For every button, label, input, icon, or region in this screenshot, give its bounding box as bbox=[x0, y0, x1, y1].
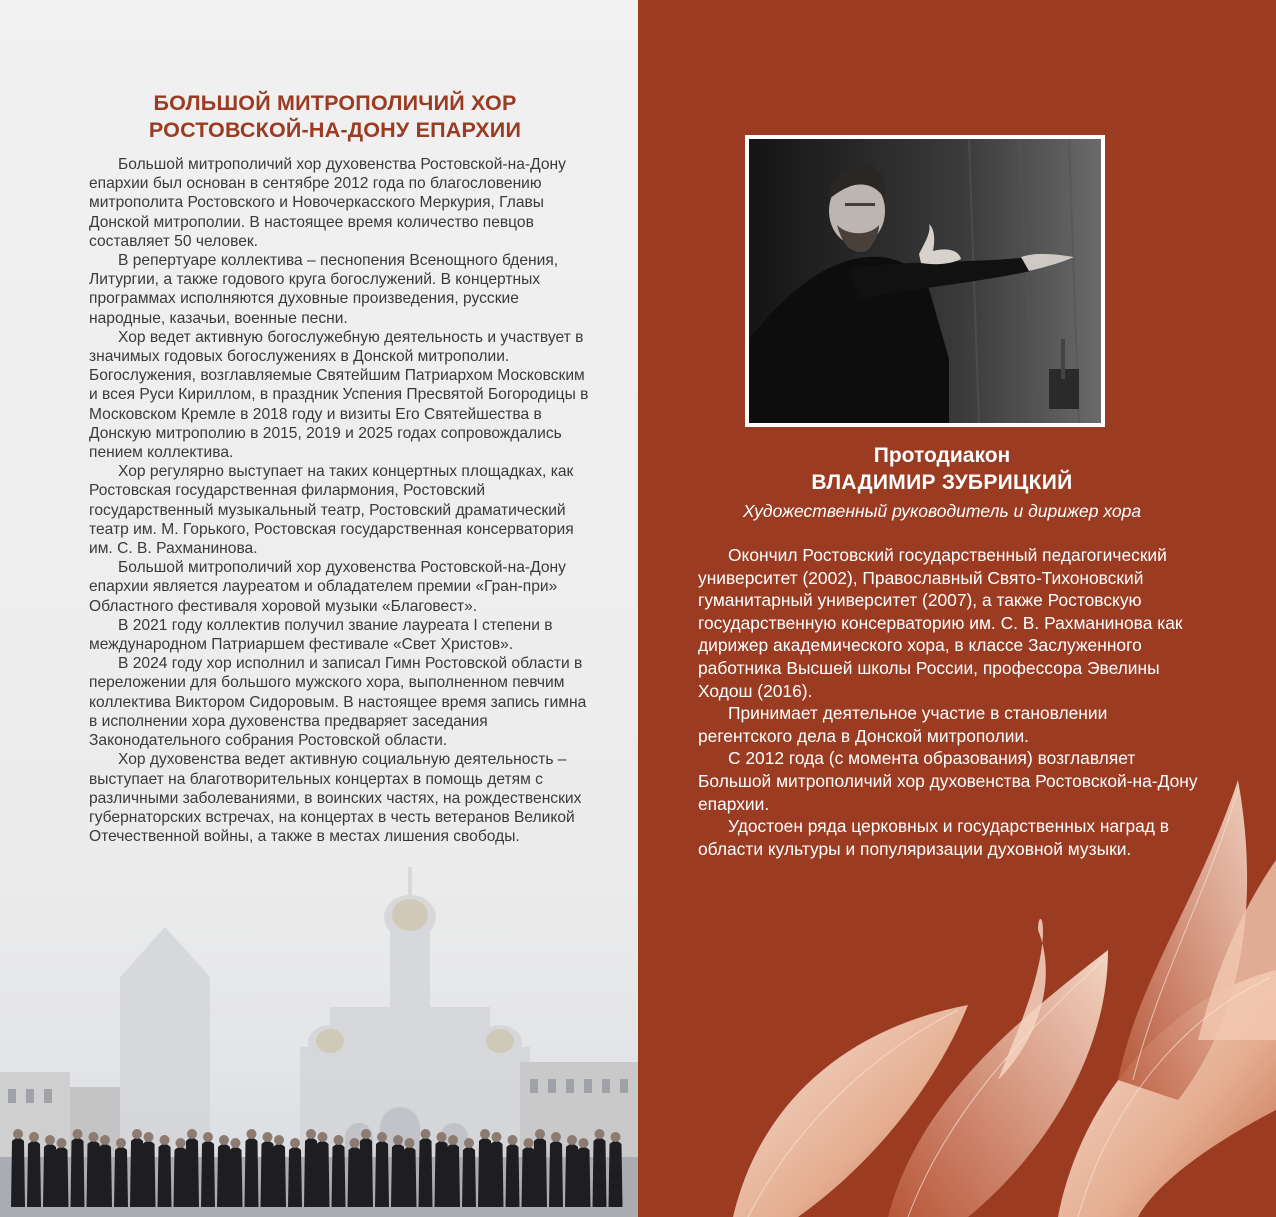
choir-member-head bbox=[421, 1129, 431, 1139]
choir-member-head bbox=[361, 1129, 371, 1139]
history-paragraph: Хор духовенства ведет активную социальную деятельность – выступает на благотворительных концертах в помощь детям с различными заболеваниями, в воинских частях, на рождественских губернаторских встречах, на концертах в честь ветеранов Великой Отечественной войны, а также в местах лишения свободы. bbox=[89, 751, 582, 846]
choir-member-silhouette bbox=[245, 1138, 259, 1207]
biography-paragraph: Окончил Ростовский государственный педагогический университет (2002), Православный Свято-Тихоновский гуманитарный университет (2007), а также Ростовскую государственную консерваторию им. С. В. Рахманинова как дирижер академического хора, в классе Заслуженного работника Высшей школы России, профессора Эвелины Ходош (2016). bbox=[698, 545, 1183, 701]
choir-member-silhouette bbox=[549, 1141, 563, 1207]
choir-member-head bbox=[611, 1132, 621, 1142]
choir-member-silhouette bbox=[577, 1147, 591, 1207]
choir-member-head bbox=[350, 1138, 360, 1148]
choir-member-silhouette bbox=[533, 1138, 547, 1207]
choir-member-silhouette bbox=[272, 1144, 286, 1207]
choir-member-head bbox=[567, 1135, 577, 1145]
choir-member-silhouette bbox=[55, 1147, 69, 1207]
history-paragraph: В 2021 году коллектив получил звание лауреата I степени в международном Патриаршем фестивале «Свет Христов». bbox=[89, 616, 553, 654]
choir-member-silhouette bbox=[419, 1138, 433, 1207]
heading-line-1: БОЛЬШОЙ МИТРОПОЛИЧИЙ ХОР bbox=[153, 91, 517, 115]
choir-member-head bbox=[393, 1135, 403, 1145]
choir-member-silhouette bbox=[332, 1144, 346, 1207]
choir-member-head bbox=[535, 1129, 545, 1139]
biography-paragraph: Удостоен ряда церковных и государственных наград в области культуры и популяризации духовной музыки. bbox=[698, 816, 1170, 859]
choir-member-head bbox=[263, 1132, 273, 1142]
choir-member-head bbox=[448, 1135, 458, 1145]
choir-member-head bbox=[231, 1138, 241, 1148]
right-page bbox=[638, 0, 1276, 1217]
history-paragraph: Хор ведет активную богослужебную деятельность и участвует в значимых годовых богослужениях в Донской митрополии. Богослужения, возглавляемые Святейшим Патриархом Московским и всея Руси Кириллом, в праздник Успения Пресвятой Богородицы в Московском Кремле в 2018 году и визиты Его Святейшества в Донскую митрополию в 2015, 2019 и 2025 годах сопровождались пением коллектива. bbox=[89, 328, 589, 462]
choir-member-head bbox=[187, 1129, 197, 1139]
choir-member-head bbox=[508, 1135, 518, 1145]
choir-member-silhouette bbox=[490, 1141, 504, 1207]
choir-member-head bbox=[595, 1129, 605, 1139]
choir-member-head bbox=[524, 1138, 534, 1148]
choir-cathedral-photo bbox=[0, 857, 638, 1217]
choir-member-silhouette bbox=[158, 1144, 172, 1207]
choir-history-text bbox=[89, 155, 589, 846]
biography-paragraph: С 2012 года (с момента образования) возглавляет Большой митрополичий хор духовенства Ростовской-на-Дону епархии. bbox=[698, 748, 1198, 814]
choir-member-head bbox=[464, 1138, 474, 1148]
history-paragraph: В 2024 году хор исполнил и записал Гимн Ростовской области в переложении для большого мужского хора, выполненном певчим коллектива Виктором Сидоровым. В настоящее время запись гимна в исполнении хора духовенства предваряет заседания Законодательного собрания Ростовской области. bbox=[89, 655, 587, 750]
heading-line-2: РОСТОВСКОЙ-НА-ДОНУ ЕПАРХИИ bbox=[148, 118, 522, 142]
choir-member-silhouette bbox=[288, 1147, 302, 1207]
choir-member-head bbox=[306, 1129, 316, 1139]
choir-member-silhouette bbox=[201, 1141, 215, 1207]
choir-member-silhouette bbox=[462, 1147, 476, 1207]
choir-member-head bbox=[73, 1129, 83, 1139]
choir-member-silhouette bbox=[229, 1147, 243, 1207]
conductor-position: Художественный руководитель и дирижер хора bbox=[742, 501, 1142, 521]
choir-member-silhouette bbox=[11, 1138, 25, 1207]
choir-member-head bbox=[377, 1132, 387, 1142]
choir-member-head bbox=[203, 1132, 213, 1142]
choir-member-head bbox=[160, 1135, 170, 1145]
choir-member-head bbox=[480, 1129, 490, 1139]
choir-member-head bbox=[100, 1135, 110, 1145]
choir-member-silhouette bbox=[446, 1144, 460, 1207]
conductor-name: ВЛАДИМИР ЗУБРИЦКИЙ bbox=[811, 471, 1073, 494]
choir-member-silhouette bbox=[593, 1138, 607, 1207]
conductor-biography bbox=[698, 544, 1198, 860]
choir-member-head bbox=[176, 1138, 186, 1148]
history-paragraph: Большой митрополичий хор духовенства Ростовской-на-Дону епархии был основан в сентябре 2012 года по благословению митрополита Ростовского и Новочеркасского Меркурия, Главы Донской митрополии. В настоящее время количество певцов составляет 50 человек. bbox=[89, 156, 566, 250]
history-paragraph: Хор регулярно выступает на таких концертных площадках, как Ростовская государственная филармония, Ростовский государственный музыкальный театр, Ростовский драматический театр им. М. Горького, Ростовская государственная консерватория им. С. В. Рахманинова. bbox=[89, 463, 574, 558]
choir-member-head bbox=[492, 1132, 502, 1142]
choir-member-silhouette bbox=[609, 1141, 623, 1207]
choir-member-head bbox=[13, 1129, 23, 1139]
choir-member-head bbox=[247, 1129, 257, 1139]
choir-member-head bbox=[405, 1138, 415, 1148]
history-paragraph: Большой митрополичий хор духовенства Ростовской-на-Дону епархии является лауреатом и обладателем премии «Гран-при» Областного фестиваля хоровой музыки «Благовест». bbox=[89, 559, 566, 615]
choir-member-silhouette bbox=[142, 1141, 156, 1207]
choir-member-silhouette bbox=[403, 1147, 417, 1207]
choir-member-silhouette bbox=[27, 1141, 41, 1207]
choir-member-head bbox=[318, 1132, 328, 1142]
choir-member-head bbox=[551, 1132, 561, 1142]
choir-member-head bbox=[132, 1129, 142, 1139]
choir-member-head bbox=[116, 1138, 126, 1148]
choir-member-head bbox=[219, 1135, 229, 1145]
choir-member-head bbox=[45, 1135, 55, 1145]
choir-member-head bbox=[57, 1138, 67, 1148]
choir-member-silhouette bbox=[114, 1147, 128, 1207]
choir-member-silhouette bbox=[185, 1138, 199, 1207]
choir-member-head bbox=[144, 1132, 154, 1142]
choir-member-silhouette bbox=[98, 1144, 112, 1207]
choir-member-head bbox=[334, 1135, 344, 1145]
choir-member-head bbox=[579, 1138, 589, 1148]
choir-member-silhouette bbox=[375, 1141, 389, 1207]
choir-member-head bbox=[437, 1132, 447, 1142]
conductor-portrait bbox=[745, 135, 1105, 427]
history-paragraph: В репертуаре коллектива – песнопения Всенощного бдения, Литургии, а также годового круга богослужений. В концертных программах исполняются духовные произведения, русские народные, казачьи, военные песни. bbox=[89, 252, 559, 327]
conductor-title bbox=[678, 443, 1206, 524]
choir-member-head bbox=[290, 1138, 300, 1148]
choir-member-head bbox=[89, 1132, 99, 1142]
choir-member-silhouette bbox=[71, 1138, 85, 1207]
choir-heading bbox=[60, 90, 610, 144]
choir-member-silhouette bbox=[359, 1138, 373, 1207]
choir-member-head bbox=[274, 1135, 284, 1145]
choir-member-head bbox=[29, 1132, 39, 1142]
choir-member-silhouette bbox=[506, 1144, 520, 1207]
conductor-role: Протодиакон bbox=[873, 444, 1011, 467]
biography-paragraph: Принимает деятельное участие в становлении регентского дела в Донской митрополии. bbox=[698, 703, 1108, 746]
choir-member-silhouette bbox=[316, 1141, 330, 1207]
